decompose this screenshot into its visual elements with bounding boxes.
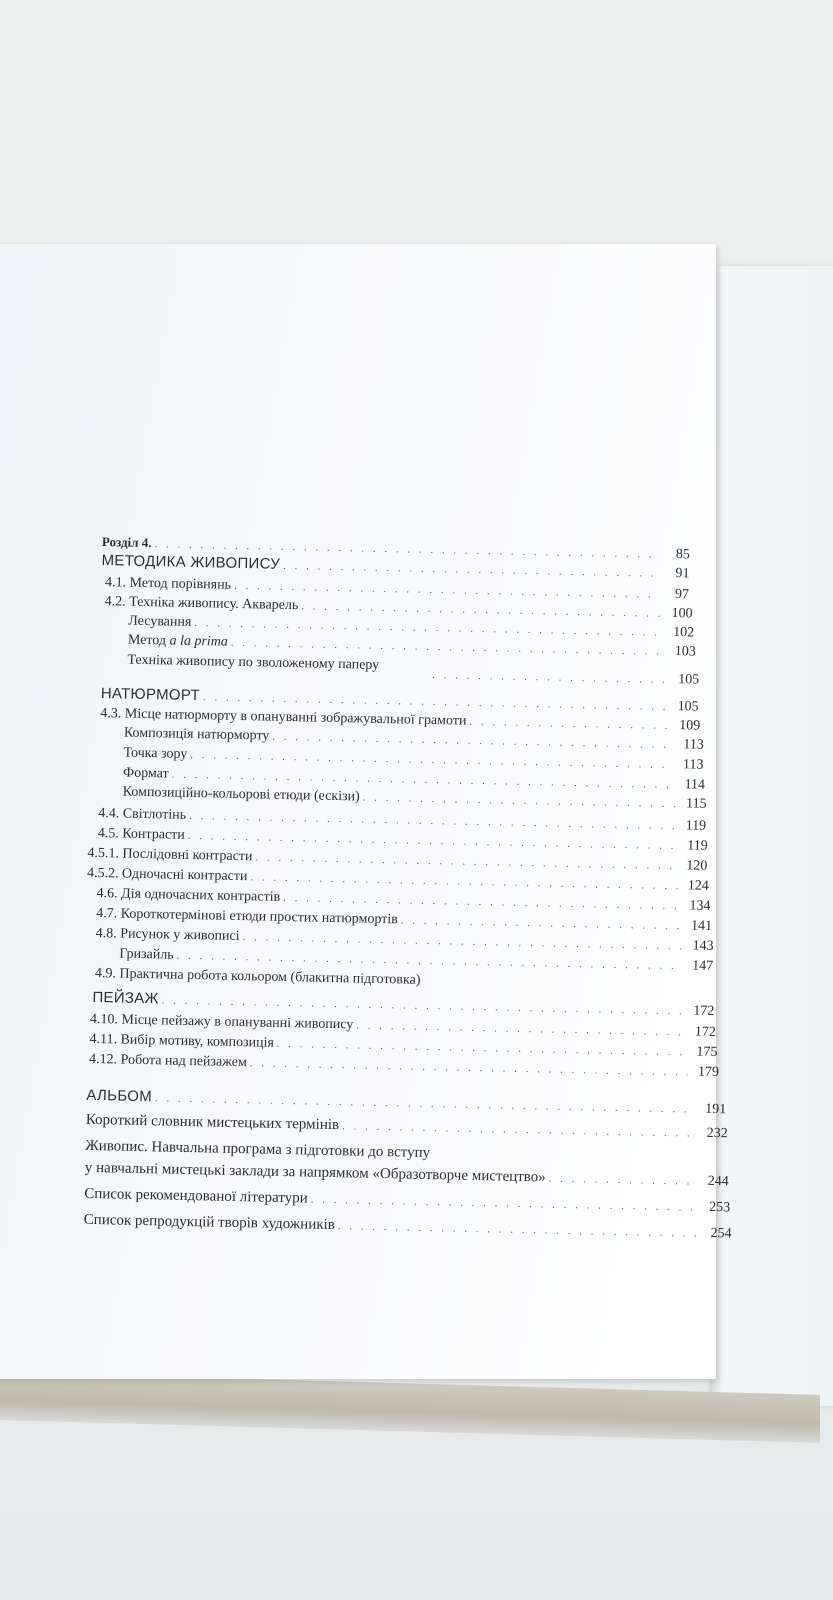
dot-leader [356, 1017, 685, 1040]
page-number: 254 [710, 1225, 732, 1242]
entry-title [96, 926, 240, 945]
entry-label: Рисунок у живописі [120, 926, 240, 945]
entry-number: 4.5. [97, 826, 120, 842]
entry-label: Світлотінь [122, 806, 187, 823]
entry-label: Практична робота кольором (блакитна підготовка) [119, 966, 421, 988]
entry-label: Вибір мотиву, композиція [120, 1032, 275, 1051]
entry-number: 4.12. [88, 1051, 118, 1068]
page-number: 143 [692, 938, 714, 954]
page-number: 120 [686, 858, 708, 874]
entry-label: Лесування [128, 613, 192, 630]
entry-number: 4.2. [104, 594, 126, 610]
entry-label: Формат [122, 765, 169, 782]
entry-label: Короткотермінові етюди простих натюрмортів [120, 906, 398, 928]
entry-number: 4.8. [95, 925, 117, 942]
page-number: 179 [697, 1064, 720, 1081]
entry-title [87, 846, 252, 865]
entry-title [90, 1012, 354, 1034]
page-number: 105 [678, 672, 700, 688]
entry-number: 4.10. [89, 1011, 119, 1028]
section-title: МЕТОДИКА ЖИВОПИСУ [101, 552, 281, 573]
entry-label: Композиційно-кольорові етюди (ескізи) [122, 784, 360, 805]
section-title: АЛЬБОМ [86, 1086, 153, 1106]
entry-label: Контрасти [122, 826, 185, 843]
entry-title [98, 806, 186, 824]
entry-label: Робота над пейзажем [120, 1052, 247, 1071]
entry-label: Точка зору [123, 745, 188, 762]
entry-title [105, 575, 231, 594]
dot-leader [432, 667, 668, 688]
dot-leader [338, 1218, 701, 1242]
page-number: 175 [696, 1044, 718, 1061]
entry-title [95, 966, 421, 989]
toc-entry-row [84, 1186, 730, 1217]
page-number: 119 [685, 818, 707, 834]
entry-number: 4.1. [104, 575, 127, 591]
dot-leader [469, 714, 669, 734]
entry-title [128, 633, 228, 651]
page-number: 97 [674, 587, 690, 603]
page-number: 141 [690, 918, 713, 934]
page-number: 172 [694, 1024, 716, 1041]
page-number: 109 [679, 718, 701, 734]
entry-label: Місце пейзажу в опануванні живопису [121, 1012, 354, 1033]
entry-label: Список рекомендованої літератури [84, 1185, 308, 1207]
entry-label: Метод порівнянь [129, 575, 232, 593]
page-number: 232 [706, 1125, 728, 1142]
page-number: 91 [675, 566, 690, 582]
toc-continuation-row [429, 667, 699, 689]
dot-leader [549, 1171, 698, 1190]
entry-label: у навчальні мистецькі заклади за напрямком «Образотворче мистецтво» [84, 1159, 546, 1186]
page-number: 113 [683, 737, 704, 753]
entry-number: 4.3. [100, 706, 122, 722]
page-number: 105 [677, 699, 699, 715]
page-number: 147 [692, 958, 714, 974]
entry-label: Місце натюрморту в опануванні зображувальної грамоти [124, 706, 467, 729]
toc-entry-row [86, 1112, 728, 1142]
chapter-heading: Розділ 4. [101, 534, 152, 551]
entry-label: Метод [127, 632, 170, 649]
page-number: 103 [674, 644, 696, 660]
entry-label: Короткий словник мистецьких термінів [85, 1111, 340, 1134]
entry-number: 4.6. [96, 886, 118, 902]
page-number: 114 [684, 777, 706, 793]
page-number: 253 [708, 1199, 731, 1216]
entry-number: 4.5.2. [86, 865, 119, 882]
dot-leader [311, 1192, 700, 1216]
entry-label: Дія одночасних контрастів [120, 886, 281, 905]
dot-leader [155, 1090, 696, 1117]
entry-label: Список репродукцій творів художників [83, 1211, 336, 1234]
section-title: НАТЮРМОРТ [100, 685, 201, 705]
entry-label: Послідовні контрасти [122, 846, 253, 865]
entry-label: Живопис. Навчальна програма з підготовки до вступу [85, 1137, 431, 1162]
entry-label: Техніка живопису по зволоженому паперу [127, 652, 380, 673]
entry-number: 4.9. [94, 965, 117, 982]
page-number: 100 [671, 605, 693, 622]
entry-number: 4.5.1. [87, 845, 120, 862]
page-number: 191 [705, 1101, 727, 1118]
entry-title [89, 1052, 247, 1071]
page-number: 85 [675, 547, 690, 563]
entry-label: Одночасні контрасти [121, 866, 248, 885]
entry-title [98, 826, 185, 844]
page-number: 124 [687, 878, 710, 894]
entry-label: Композиція натюрморту [123, 725, 270, 744]
entry-label-italic: a la prima [169, 633, 229, 650]
entry-title [87, 866, 248, 885]
dot-leader [342, 1118, 697, 1141]
entry-title [96, 906, 398, 928]
section-title: ПЕЙЗАЖ [92, 988, 159, 1008]
page-number: 102 [673, 625, 695, 641]
entry-title [96, 886, 280, 906]
entry-label: Техніка живопису. Акварель [129, 594, 299, 614]
dot-leader [363, 790, 676, 813]
entry-title [89, 1032, 274, 1052]
entry-number: 4.4. [98, 806, 120, 822]
page-number: 119 [687, 838, 708, 854]
page-number: 172 [693, 1003, 715, 1019]
page-number: 244 [707, 1173, 729, 1190]
dot-leader [401, 912, 682, 934]
page-number: 134 [689, 898, 711, 914]
toc-entry-row [84, 1212, 732, 1243]
entry-title [105, 594, 299, 614]
page-number: 115 [685, 796, 707, 812]
entry-label: Гризайль [119, 946, 174, 963]
toc-entry-row [85, 1160, 729, 1190]
entry-number: 4.11. [89, 1031, 118, 1048]
page-number: 113 [682, 757, 704, 773]
entry-number: 4.7. [96, 906, 118, 922]
